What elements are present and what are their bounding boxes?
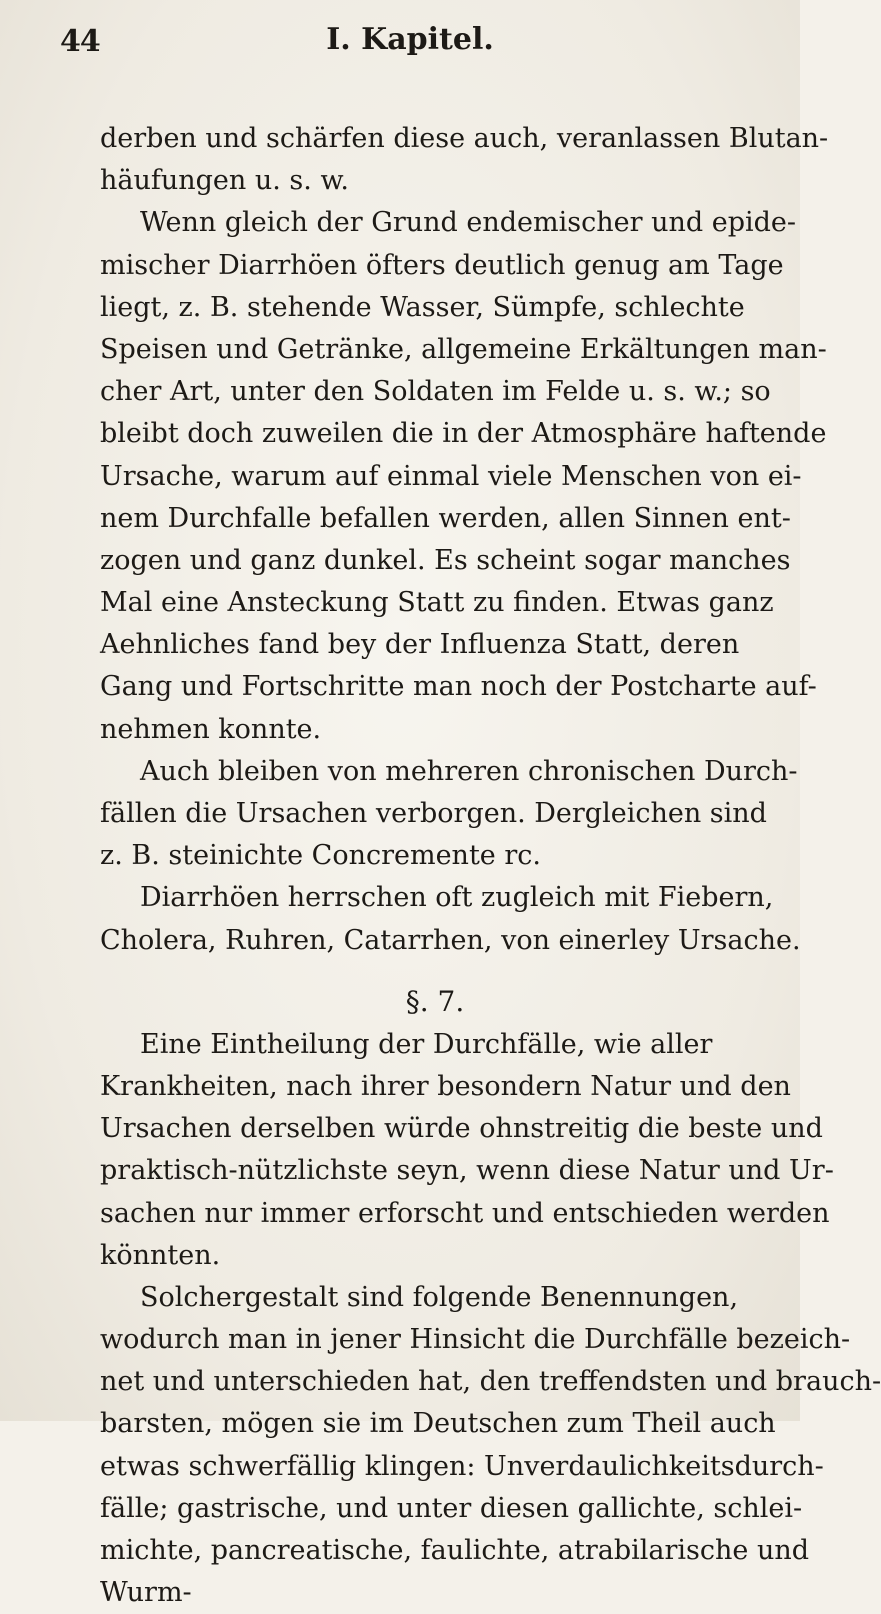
text-line: zogen und ganz dunkel. Es scheint sogar manches xyxy=(100,544,791,576)
text-line: Speisen und Getränke, allgemeine Erkältungen man- xyxy=(100,333,827,365)
text-line: Eine Eintheilung der Durchfälle, wie aller xyxy=(140,1028,713,1060)
text-line: net und unterschieden hat, den treffendsten und brauch- xyxy=(100,1366,881,1398)
text-line: häufungen u. s. w. xyxy=(100,165,349,197)
page-number: 44 xyxy=(60,24,100,59)
text-line: mischer Diarrhöen öfters deutlich genug am Tage xyxy=(100,249,784,281)
text-line: Diarrhöen herrschen oft zugleich mit Fiebern, xyxy=(140,882,774,914)
text-line: Gang und Fortschritte man noch der Postcharte auf- xyxy=(100,671,817,703)
text-line: könnten. xyxy=(100,1239,221,1271)
running-head: I. Kapitel. xyxy=(326,22,494,57)
text-line: nehmen konnte. xyxy=(100,713,322,745)
text-line: Ursachen derselben würde ohnstreitig die beste und xyxy=(100,1113,823,1145)
body-text xyxy=(100,118,881,1614)
text-line: Auch bleiben von mehreren chronischen Durch- xyxy=(140,755,798,787)
section-heading: §. 7. xyxy=(405,984,465,1018)
text-line: wodurch man in jener Hinsicht die Durchfälle bezeich- xyxy=(100,1324,851,1356)
text-line: cher Art, unter den Soldaten im Felde u. s. w.; so xyxy=(100,376,771,408)
text-line: Ursache, warum auf einmal viele Menschen von ei- xyxy=(100,460,802,492)
text-line: Aehnliches fand bey der Influenza Statt, deren xyxy=(100,629,740,661)
text-line: derben und schärfen diese auch, veranlassen Blutan- xyxy=(100,123,829,154)
text-line: etwas schwerfällig klingen: Unverdaulichkeitsdurch- xyxy=(100,1450,824,1482)
text-line: Wurm- xyxy=(100,1577,192,1609)
text-line: sachen nur immer erforscht und entschieden werden xyxy=(100,1197,830,1229)
text-line: z. B. steinichte Concremente rc. xyxy=(100,840,541,872)
text-line: fällen die Ursachen verborgen. Dergleichen sind xyxy=(100,798,767,829)
text-block-1 xyxy=(100,118,829,962)
text-line: Mal eine Ansteckung Statt zu finden. Etwas ganz xyxy=(100,587,774,619)
text-line: liegt, z. B. stehende Wasser, Sümpfe, schlechte xyxy=(100,291,745,323)
text-line: Cholera, Ruhren, Catarrhen, von einerley Ursache. xyxy=(100,924,801,956)
text-line: Wenn gleich der Grund endemischer und epide- xyxy=(140,207,797,239)
text-block-2 xyxy=(100,1024,881,1614)
text-line: Krankheiten, nach ihrer besondern Natur und den xyxy=(100,1070,791,1102)
text-line: barsten, mögen sie im Deutschen zum Theil auch xyxy=(100,1408,776,1440)
text-line: Solchergestalt sind folgende Benennungen, xyxy=(140,1281,739,1313)
text-line: praktisch-nützlichste seyn, wenn diese Natur und Ur- xyxy=(100,1155,834,1187)
text-line: bleibt doch zuweilen die in der Atmosphäre haftende xyxy=(100,418,827,450)
text-line: michte, pancreatische, faulichte, atrabilarische und xyxy=(100,1535,810,1566)
page-header xyxy=(60,20,720,70)
text-line: nem Durchfalle befallen werden, allen Sinnen ent- xyxy=(100,502,791,534)
text-line: fälle; gastrische, und unter diesen gallichte, schlei- xyxy=(100,1492,803,1524)
